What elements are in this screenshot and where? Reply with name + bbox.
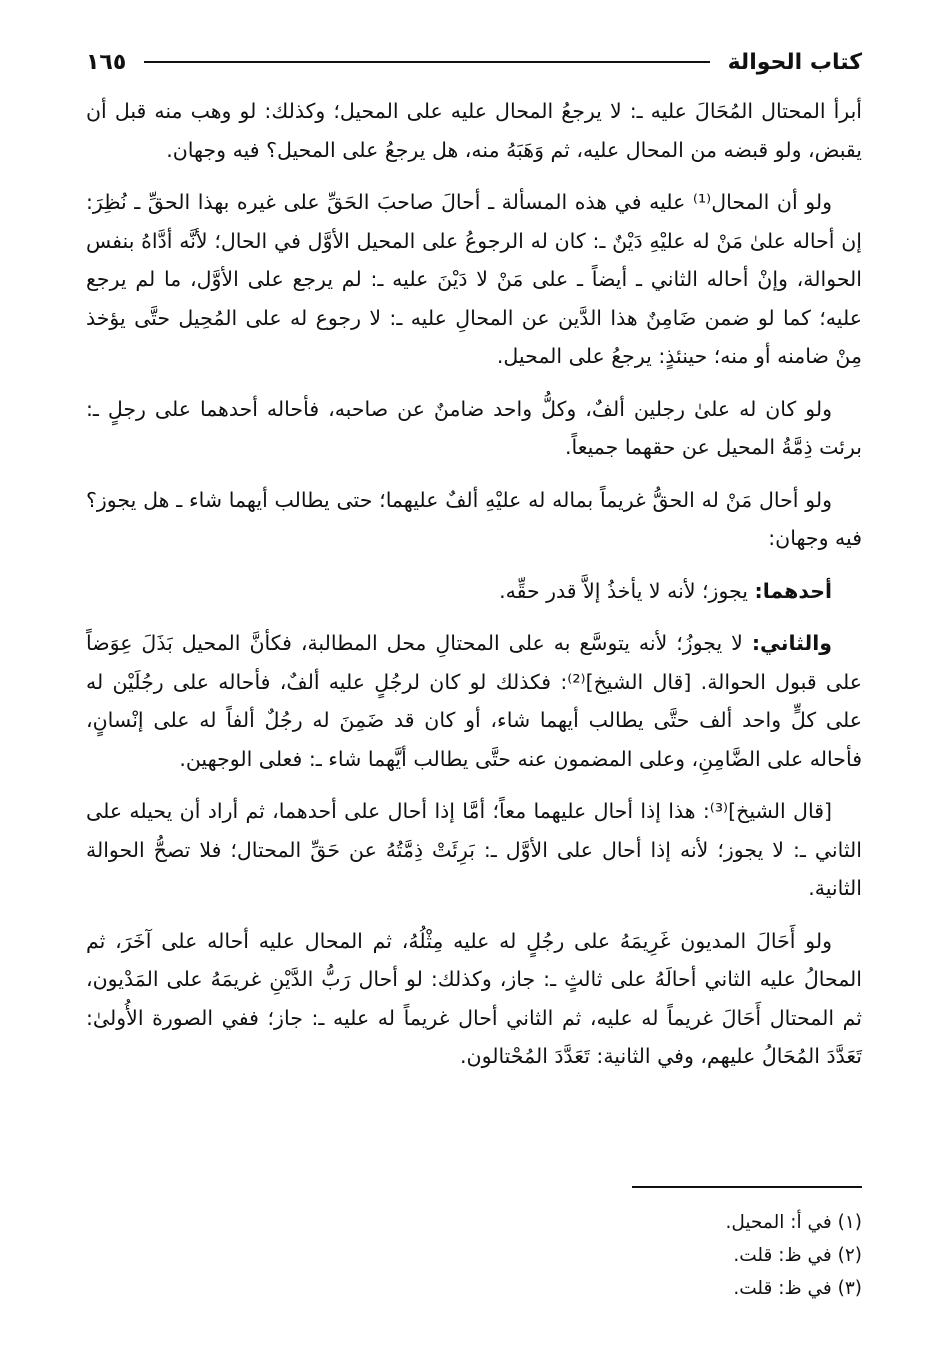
- running-title: كتاب الحوالة: [727, 49, 862, 75]
- paragraph-text: أبرأ المحتال المُحَالَ عليه ـ: لا يرجعُ المحال عليه على المحيل؛ وكذلك: لو وهب منه قبل أن يقبض، ولو قبضه من المحال عليه، ثم وَهَبَهُ منه، هل يرجعُ على المحيل؟ فيه وجهان.: [86, 99, 862, 162]
- paragraph: [86, 572, 862, 611]
- paragraph-text: يجوز؛ لأنه لا يأخذُ إلاَّ قدر حقِّه.: [499, 578, 755, 603]
- footnote: (٣) في ظ: قلت.: [733, 1278, 862, 1299]
- paragraph: [86, 183, 862, 376]
- footnotes: [86, 1206, 862, 1305]
- paragraph: [86, 390, 862, 467]
- footnote-separator: [632, 1186, 862, 1188]
- header-rule: [144, 61, 709, 63]
- paragraph-lead: والثاني:: [751, 631, 832, 655]
- footnote: (١) في أ: المحيل.: [725, 1212, 862, 1233]
- paragraph-lead: أحدهما:: [754, 578, 832, 603]
- paragraph-text: ولو أَحَالَ المديون غَرِيمَهُ على رجُلٍ له عليه مِثْلُهُ، ثم المحال عليه أحاله على آخَرَ، ثم المحالُ عليه الثاني أحالَهُ على ثالثٍ ـ: جاز، وكذلك: لو أحال رَبُّ الدَّيْنِ غريمَهُ على المَدْيون، ثم المحتال أَحَالَ غريماً له عليه، ثم الثاني أحال غريماً له عليه ـ: جاز؛ ففي الصورة الأُولىٰ: تَعَدَّدَ المُحَالُ عليهم، وفي الثانية: تَعَدَّدَ المُحْتالون.: [86, 928, 862, 1068]
- page-number: ١٦٥: [86, 49, 127, 75]
- paragraph: [86, 624, 862, 778]
- paragraph: [86, 481, 862, 558]
- paragraph-text: ولو أن المحال⁽¹⁾ عليه في هذه المسألة ـ أحالَ صاحبَ الحَقِّ على غيره بهذا الحقِّ ـ نُظِرَ: إن أحاله علىٰ مَنْ له عليْهِ دَيْنٌ ـ: كان له الرجوعُ على المحيل الأوَّل في الحال؛ لأنَّه أدَّاهُ بنفس الحوالة، وإنْ أحاله الثاني ـ أيضاً ـ على مَنْ لا دَيْنَ عليه ـ: لم يرجع على الأوَّل، ما لم يرجع عليه؛ كما لو ضمن ضَامِنٌ هذا الدَّين عن المحالِ عليه ـ: لا رجوع له على المُحِيل حتَّى يؤخذ مِنْ ضامنه أو منه؛ حينئذٍ: يرجعُ على المحيل.: [86, 190, 862, 368]
- paragraph: [86, 792, 862, 908]
- page-body: [86, 92, 862, 1090]
- paragraph-text: [قال الشيخ]⁽³⁾: هذا إذا أحال عليهما معاً؛ أمَّا إذا أحال على أحدهما، ثم أراد أن يحيله على الثاني ـ: لا يجوز؛ لأنه إذا أحال على الأوَّل ـ: بَرِئَتْ ذِمَّتُهُ عن حَقِّ المحتال؛ فلا تصحُّ الحوالة الثانية.: [86, 799, 862, 900]
- paragraph-text: لا يجوزُ؛ لأنه يتوسَّع به على المحتالِ محل المطالبة، فكأنَّ المحيل بَذَلَ عِوَضاً على قبول الحوالة. [قال الشيخ]⁽²⁾: فكذلك لو كان لرجُلٍ عليه ألفٌ، فأحاله على رجُلَيْن له على كلٍّ واحد ألف حتَّى يطالب أيهما شاء، أو كان قد ضَمِنَ له رجُلٌ ألفاً له على إنْسانٍ، فأحاله على الضَّامِنِ، وعلى المضمون عنه حتَّى يطالب أيَّهما شاء ـ: فعلى الوجهين.: [86, 631, 862, 771]
- paragraph-text: ولو كان له علىٰ رجلين ألفٌ، وكلُّ واحد ضامنٌ عن صاحبه، فأحاله أحدهما على رجلٍ ـ: برئت ذِمَّةُ المحيل عن حقهما جميعاً.: [86, 396, 862, 459]
- paragraph: [86, 92, 862, 169]
- footnote: (٢) في ظ: قلت.: [733, 1245, 862, 1266]
- paragraph: [86, 922, 862, 1076]
- paragraph-text: ولو أحال مَنْ له الحقُّ غريماً بماله له عليْهِ ألفٌ عليهما؛ حتى يطالب أيهما شاء ـ هل يجوز؟ فيه وجهان:: [86, 487, 862, 550]
- page-header: [86, 44, 862, 80]
